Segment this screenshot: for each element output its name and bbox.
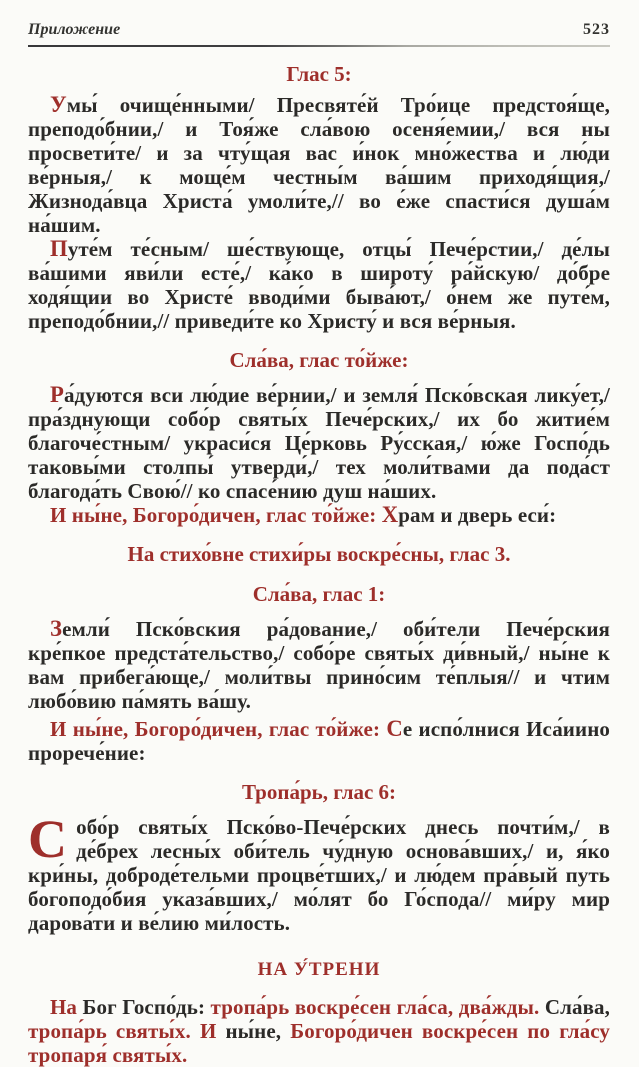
- incipit-segment: ны́не,: [225, 1019, 291, 1043]
- stichira-paragraph-3: [28, 383, 610, 503]
- rubric-text: И ны́не, Богоро́дичен, глас то́йже:: [50, 717, 387, 741]
- initial-letter: С: [386, 716, 403, 741]
- initial-letter: З: [50, 616, 63, 641]
- initial-letter: П: [50, 236, 68, 261]
- stichira-text: мы́ очище́нными/ Пресвяте́й Тро́ице предстоя́ще, преподо́бнии,/ и Тоя́же сла́вою осеня́емии,/ вся ны просвети́те/ и за чту́щая вас и́нок мно́жества и лю́ди ве́рныя,/ к моще́м честны́м ва́шим приходя́щия,/ Жизнода́вца Христа́ умоли́те,// во е́же спасти́ся душа́м на́шим.: [28, 93, 610, 237]
- initial-letter: Х: [381, 502, 399, 527]
- incipit-text: е испо́лнися Иса́иино прорече́ние:: [28, 717, 611, 765]
- drop-cap-letter: С: [28, 809, 68, 869]
- page-number: 523: [583, 21, 610, 38]
- tropar-paragraph: [28, 809, 610, 935]
- stichira-paragraph-2: [28, 237, 610, 333]
- final-rubric-paragraph: [28, 995, 610, 1067]
- initial-letter: У: [50, 92, 67, 117]
- running-title: Приложение: [28, 21, 121, 38]
- stichira-text: а́дуются вси лю́дие ве́рнии,/ и земля́ Пско́вская лику́ет,/ пра́зднующи собо́р святы́х Пече́рских,/ их бо житие́м благоче́стным/ украси́ся Це́рковь Ру́сская,/ ю́же Госпо́дь таковы́ми столпы́ утверди́,/ тех моли́твами да пода́ст благода́ть Свою́// ко спасе́нию душ на́ших.: [28, 383, 610, 503]
- incipit-text: рам и дверь еси́:: [398, 503, 557, 527]
- incipit-segment: Сла́ва,: [544, 995, 610, 1019]
- rubric-segment: тропа́рь воскре́сен гла́са, два́жды.: [210, 995, 545, 1019]
- i-nyne-bogorodichen-line-1: [28, 503, 610, 527]
- stichira-paragraph-4: [28, 617, 610, 713]
- initial-letter: Р: [50, 382, 64, 407]
- rubric-segment: На: [50, 995, 83, 1019]
- running-header: [28, 20, 610, 40]
- heading-slava-glas-1: Сла́ва, глас 1:: [252, 582, 386, 606]
- heading-glas-5: Глас 5:: [286, 62, 352, 86]
- rubric-text: И ны́не, Богоро́дичен, глас то́йже:: [50, 503, 382, 527]
- heading-tropar-glas-6: Тропа́рь, глас 6:: [241, 780, 397, 804]
- tropar-text: обо́р святы́х Пско́во-Пече́рских днесь почти́м,/ в де́брех лесны́х оби́тель чу́дную основа́вших,/ и, я́ко кри́ны, доброде́тельми процве́тших,/ и лю́дем пра́вый путь богоподо́бия указа́вших,/ мо́лят бо Го́спода// ми́ру мир дарова́ти и ве́лию ми́лость.: [28, 815, 610, 935]
- stichira-text: уте́м те́сным/ ше́ствующе, отцы́ Пече́рстии,/ де́лы ва́шими яви́ли есте́,/ ка́ко в широту́ ра́йскую/ до́бре ходя́щии во Христе́ вводи́ми быва́ют,/ о́нем же путе́м, преподо́бнии,// приведи́те ко Христу́ и вся ве́рныя.: [28, 237, 610, 333]
- stichira-paragraph-1: [28, 93, 610, 237]
- stichira-text: емли́ Пско́вския ра́дование,/ оби́тели Пече́рския кре́пкое предста́тельство,/ собо́ре святы́х ди́вный,/ ны́не к вам прибега́юще,/ моли́твы прино́сим те́плыя// и чтим любо́вию па́мять ва́шу.: [28, 617, 610, 713]
- heading-slava-glas-tojzhe: Сла́ва, глас то́йже:: [229, 348, 409, 372]
- i-nyne-bogorodichen-paragraph-2: [28, 717, 610, 765]
- heading-na-utreni: НА У́ТРЕНИ: [257, 959, 381, 980]
- rubric-segment: Богоро́дичен воскре́сен по гла́су тропаря́ святы́х.: [28, 1019, 610, 1067]
- header-rule: [28, 45, 610, 47]
- heading-na-stihovne: На стихо́вне стихи́ры воскре́сны, глас 3.: [127, 542, 511, 566]
- incipit-segment: Бог Госпо́дь:: [82, 995, 211, 1019]
- rubric-segment: тропа́рь святы́х. И: [28, 1019, 226, 1043]
